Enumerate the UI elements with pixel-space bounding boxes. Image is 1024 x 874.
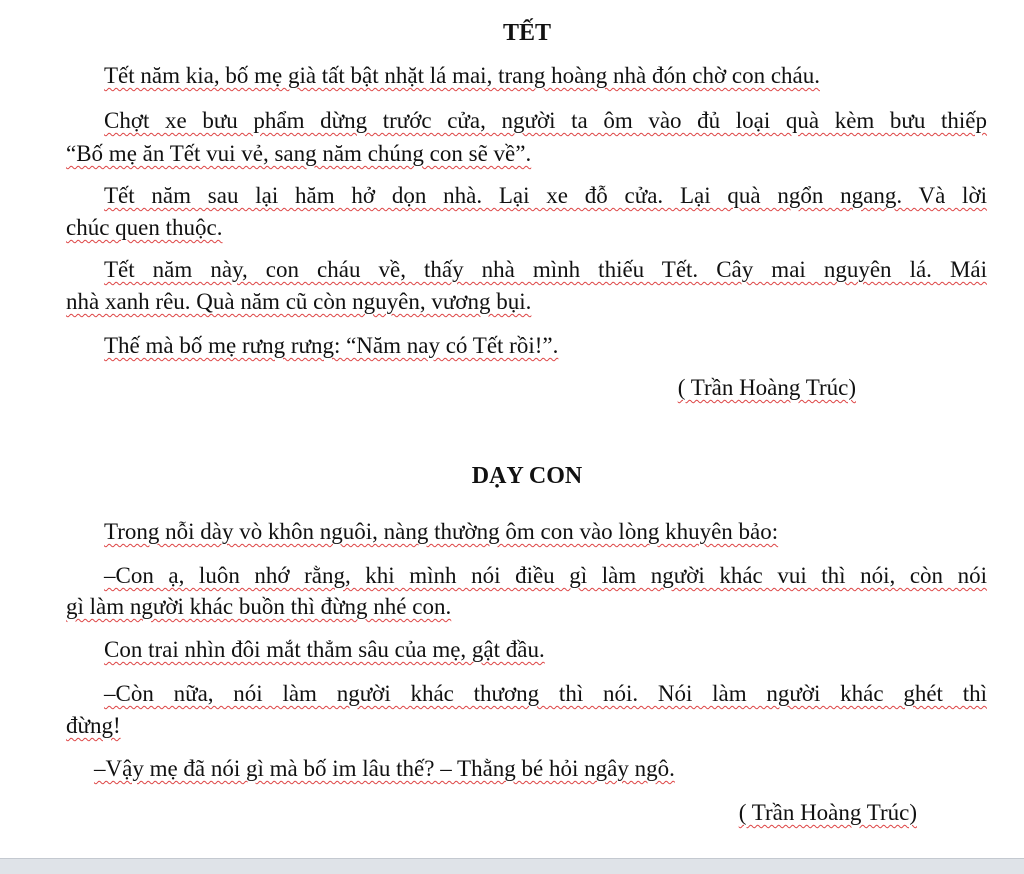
story-title-tet: TẾT [502, 20, 552, 46]
story2-paragraph-4-line-2: đừng! [66, 713, 121, 738]
story1-paragraph-3-line-1: Tết năm sau lại hăm hở dọn nhà. Lại xe đỗ cửa. Lại quà ngổn ngang. Và lời [104, 183, 987, 208]
story1-paragraph-2-line-1: Chợt xe bưu phẩm dừng trước cửa, người ta ôm vào đủ loại quà kèm bưu thiếp [104, 108, 987, 133]
story2-paragraph-2-line-2: gì làm người khác buồn thì đừng nhé con. [66, 594, 452, 619]
story1-paragraph-1: Tết năm kia, bố mẹ già tất bật nhặt lá mai, trang hoàng nhà đón chờ con cháu. [104, 63, 820, 88]
story2-paragraph-2-line-1: –Con ạ, luôn nhớ rằng, khi mình nói điều gì làm người khác vui thì nói, còn nói [104, 563, 987, 588]
story2-paragraph-5: –Vậy mẹ đã nói gì mà bố im lâu thế? – Thằng bé hỏi ngây ngô. [94, 756, 675, 781]
story1-paragraph-4-line-2: nhà xanh rêu. Quà năm cũ còn nguyên, vương bụi. [66, 289, 532, 314]
story2-paragraph-4-line-1: –Còn nữa, nói làm người khác thương thì nói. Nói làm người khác ghét thì [104, 681, 987, 706]
window-bottom-bar [0, 858, 1024, 874]
story2-paragraph-3: Con trai nhìn đôi mắt thẳm sâu của mẹ, gật đầu. [104, 637, 545, 662]
story2-paragraph-1: Trong nỗi dày vò khôn nguôi, nàng thường ôm con vào lòng khuyên bảo: [104, 519, 779, 544]
story1-paragraph-4-line-1: Tết năm này, con cháu về, thấy nhà mình thiếu Tết. Cây mai nguyên lá. Mái [104, 257, 987, 282]
story1-paragraph-2-line-2: “Bố mẹ ăn Tết vui vẻ, sang năm chúng con sẽ về”. [66, 141, 532, 166]
story1-paragraph-5: Thế mà bố mẹ rưng rưng: “Năm nay có Tết rồi!”. [104, 333, 559, 358]
story1-author: ( Trần Hoàng Trúc) [677, 375, 856, 400]
story1-paragraph-3-line-2: chúc quen thuộc. [66, 215, 223, 240]
story-title-day-con: DẠY CON [471, 463, 583, 489]
story2-author: ( Trần Hoàng Trúc) [738, 800, 917, 825]
